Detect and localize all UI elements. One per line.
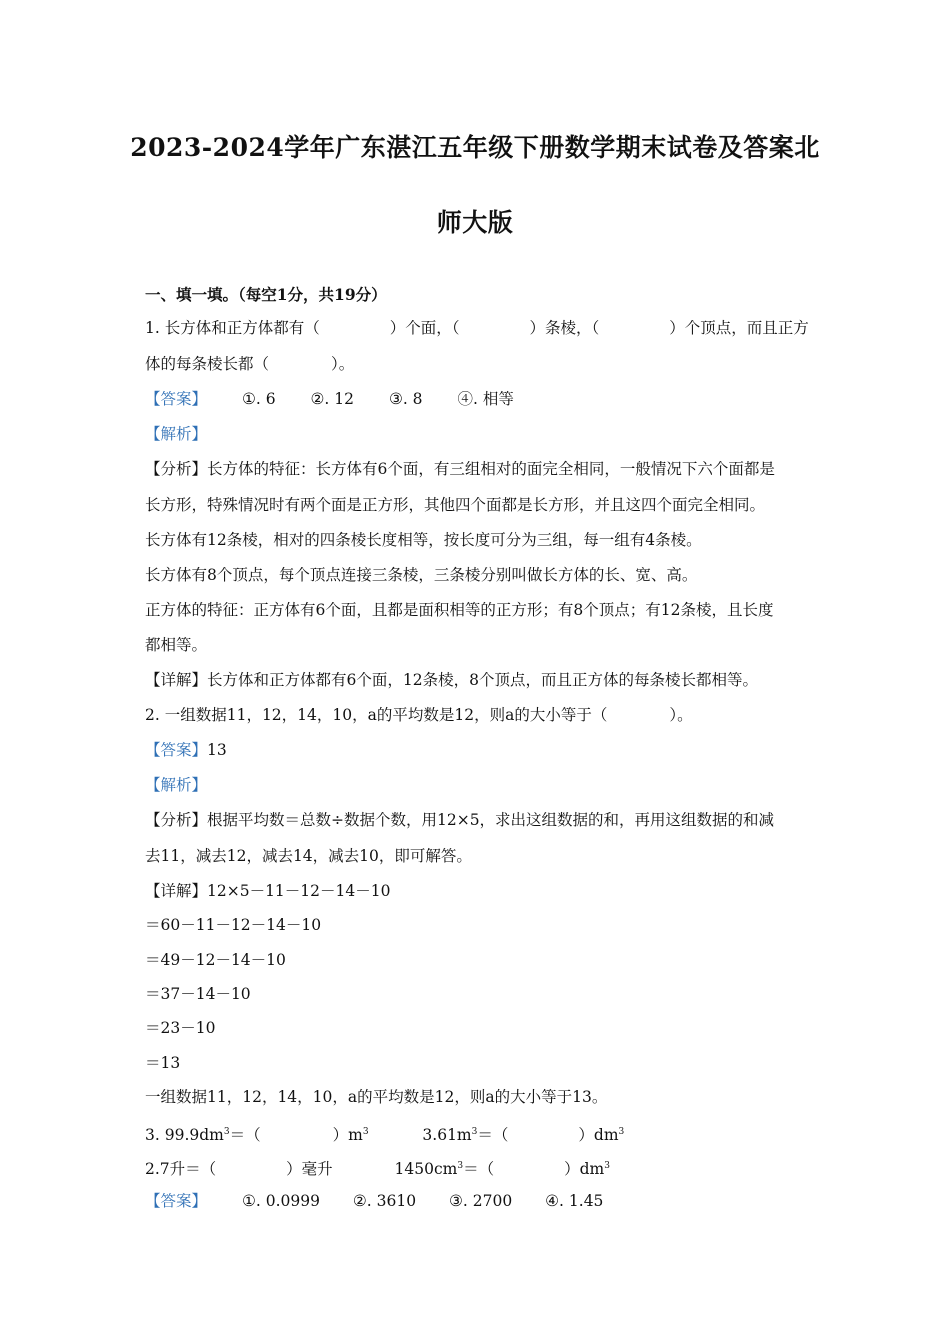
- q1-analysis-line: 【分析】长方体的特征：长方体有6个面，有三组相对的面完全相同，一般情况下六个面都是: [145, 460, 775, 478]
- q3-answer-2: ②. 3610: [352, 1192, 417, 1210]
- q1-text-b: ）个面，（: [389, 319, 460, 337]
- q1-analysis-label: 【解析】: [145, 425, 208, 443]
- q2-analysis-line: 【分析】根据平均数＝总数÷数据个数，用12×5，求出这组数据的和，再用这组数据的和减: [145, 811, 775, 829]
- q3-d: $1450cm^3=$（ ）$dm^3$: [394, 1160, 610, 1178]
- q3-answer-3: ③. 2700: [449, 1192, 513, 1210]
- q2-calc-line: ＝23－10: [145, 1019, 216, 1037]
- q2-calc-line: ＝37－14－10: [145, 985, 251, 1003]
- q2-answer-row: [145, 740, 227, 760]
- question-3-line1: [145, 1122, 624, 1145]
- q3-a: 3. $99.9dm^3=$（ ）$m^3$: [145, 1126, 369, 1144]
- answer-label: 【答案】: [145, 390, 208, 408]
- answer-label: 【答案】: [145, 1192, 208, 1210]
- q1-answer-row: [145, 389, 514, 409]
- question-2: 2. 一组数据11，12，14，10，a的平均数是12，则a的大小等于（ ）。: [145, 706, 693, 724]
- q1-answer-1: ①. 6: [241, 390, 276, 408]
- q3-c: 2.7升＝（ ）毫升: [145, 1160, 333, 1178]
- q1-analysis-line: 长方形，特殊情况时有两个面是正方形，其他四个面都是长方形，并且这四个面完全相同。: [145, 496, 766, 514]
- question-1-line1: [145, 318, 809, 338]
- q1-answer-4: ④. 相等: [457, 390, 514, 408]
- q2-conclusion: 一组数据11，12，14，10，a的平均数是12，则a的大小等于13。: [145, 1088, 608, 1106]
- q1-detail-line: 【详解】长方体和正方体都有6个面，12条棱，8个顶点，而且正方体的每条棱长都相等。: [145, 671, 758, 689]
- q1-answer-3: ③. 8: [388, 390, 423, 408]
- q3-b: $3.61m^3=$（ ）$dm^3$: [422, 1126, 625, 1144]
- q2-analysis-label: 【解析】: [145, 776, 208, 794]
- q1-text-c: ）条棱，（: [529, 319, 600, 337]
- q3-answer-row: [145, 1191, 603, 1211]
- document-title-line1: 2023-2024学年广东湛江五年级下册数学期末试卷及答案北: [130, 133, 820, 162]
- q1-text-d: ）个顶点，而且正方: [669, 319, 809, 337]
- q2-calc-line: 【详解】12×5－11－12－14－10: [145, 882, 391, 900]
- q2-calc-line: ＝49－12－14－10: [145, 951, 286, 969]
- q3-answer-1: ①. 0.0999: [241, 1192, 320, 1210]
- q1-analysis-line: 长方体有12条棱，相对的四条棱长度相等，按长度可分为三组，每一组有4条棱。: [145, 531, 702, 549]
- q2-answer: 13: [207, 741, 227, 759]
- q2-analysis-line: 去11，减去12，减去14，减去10，即可解答。: [145, 847, 472, 865]
- document-title-line2: 师大版: [436, 208, 514, 237]
- q2-calc-line: ＝13: [145, 1054, 181, 1072]
- q1-text-a: 1. 长方体和正方体都有（: [145, 319, 320, 337]
- q2-calc-line: ＝60－11－12－14－10: [145, 916, 322, 934]
- q1-analysis-line: 都相等。: [145, 636, 208, 654]
- question-3-line2: [145, 1156, 610, 1179]
- q1-answer-2: ②. 12: [310, 390, 354, 408]
- q1-analysis-line: 长方体有8个顶点，每个顶点连接三条棱，三条棱分别叫做长方体的长、宽、高。: [145, 566, 698, 584]
- section-heading: 一、填一填。（每空1分，共19分）: [145, 285, 387, 304]
- answer-label: 【答案】: [145, 741, 208, 759]
- q1-analysis-line: 正方体的特征：正方体有6个面，且都是面积相等的正方形；有8个顶点；有12条棱，且长度: [145, 601, 774, 619]
- q3-answer-4: ④. 1.45: [545, 1192, 604, 1210]
- question-1-line2: 体的每条棱长都（ ）。: [145, 355, 355, 373]
